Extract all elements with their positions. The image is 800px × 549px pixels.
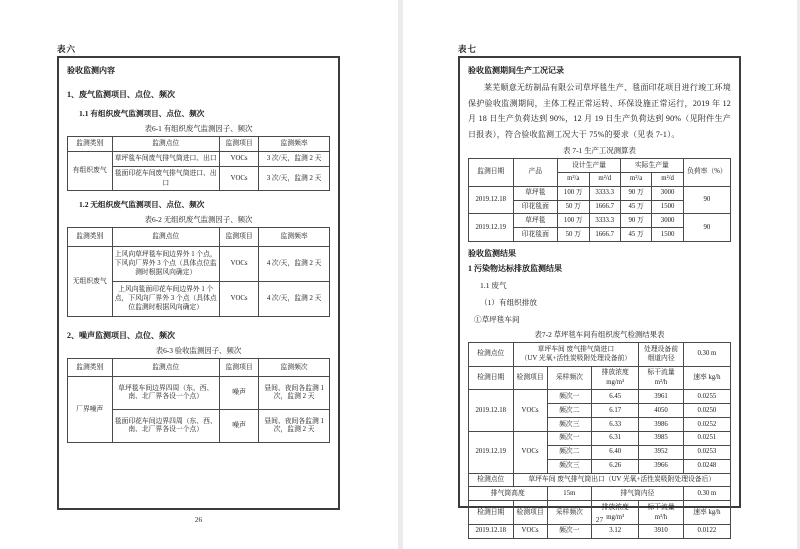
table-7-2-caption: 表7-2 草坪毯车间有组织废气检测结果表 xyxy=(534,330,665,340)
value-cell: 3333.3 xyxy=(589,186,620,200)
unit-cell: m²/d xyxy=(589,172,620,186)
date-cell: 2019.12.18 xyxy=(469,524,514,538)
value-cell: 45 万 xyxy=(620,200,651,214)
value-cell: 90 万 xyxy=(620,186,651,200)
freq-cell: 频次三 xyxy=(547,459,592,473)
header-cell: 监测项目 xyxy=(219,228,258,247)
header-cell: 产品 xyxy=(513,159,558,187)
page-27 xyxy=(403,0,797,549)
header-cell: 监测项目 xyxy=(219,137,258,152)
page-number: 27 xyxy=(595,515,604,524)
conc-cell: 6.26 xyxy=(592,459,639,473)
section-heading-gas: 1、废气监测项目、点位、频次 xyxy=(67,90,175,99)
header-cell: 采样频次 xyxy=(547,501,592,525)
conc-cell: 6.17 xyxy=(592,404,639,418)
results-heading: 验收监测结果 xyxy=(468,249,516,259)
freq-cell: 频次一 xyxy=(547,524,592,538)
rate-cell: 0.0251 xyxy=(683,431,730,445)
load-cell: 90 xyxy=(683,214,730,242)
item-cell: VOCs xyxy=(513,390,547,432)
table-6-2-caption: 表6-2 无组织废气监测因子、频次 xyxy=(144,215,253,225)
table-row xyxy=(68,137,330,152)
header-cell: 检测项目 xyxy=(513,366,547,390)
header-cell: 监测点位 xyxy=(112,359,219,377)
header-cell: 监测类别 xyxy=(68,228,113,247)
conc-cell: 6.33 xyxy=(592,418,639,432)
section-heading-organized-gas: 1.1 有组织废气监测项目、点位、频次 xyxy=(79,109,205,118)
header-cell: 监测类别 xyxy=(68,137,113,152)
header-cell: 监测项目 xyxy=(219,359,258,377)
section-heading-noise: 2、噪声监测项目、点位、频次 xyxy=(67,331,175,341)
freq-cell: 频次一 xyxy=(547,431,592,445)
conc-cell: 6.40 xyxy=(592,445,639,459)
value-cell: 45 万 xyxy=(620,228,651,242)
table-7-2 xyxy=(468,342,731,539)
rate-cell: 0.0253 xyxy=(683,445,730,459)
header-cell: 速率 kg/h xyxy=(683,366,730,390)
table-row xyxy=(68,377,330,410)
freq-cell: 昼间、夜间各监测 1 次，监测 2 天 xyxy=(259,377,330,410)
freq-cell: 4 次/天，监测 2 天 xyxy=(259,247,330,282)
content-box-left xyxy=(57,56,340,510)
table-row xyxy=(68,359,330,377)
header-cell: 监测频率 xyxy=(259,228,330,247)
table-row xyxy=(469,473,731,487)
value-cell: 3333.3 xyxy=(589,214,620,228)
flow-cell: 3910 xyxy=(639,524,684,538)
flow-cell: 3986 xyxy=(639,418,684,432)
duct-label-cell xyxy=(639,343,684,367)
table-row xyxy=(68,151,330,166)
table-6-3 xyxy=(67,358,330,443)
point-label-cell: 检测点位 xyxy=(469,343,514,367)
stack-diameter-label-cell: 排气筒内径 xyxy=(592,487,684,501)
unit-cell: m²/d xyxy=(652,172,683,186)
unit-cell: m²/a xyxy=(620,172,651,186)
item-cell: 噪声 xyxy=(219,410,258,443)
value-cell: 1666.7 xyxy=(589,228,620,242)
inlet-line-1: 草坪车间 废气排气筒进口 xyxy=(537,345,615,353)
flow-cell: 4050 xyxy=(639,404,684,418)
header-cell: 设计生产量 xyxy=(558,159,621,173)
section-1-1-gas: 1.1 废气 xyxy=(480,281,507,291)
header-cell: 监测频次 xyxy=(259,359,330,377)
item-cell: VOCs xyxy=(219,151,258,166)
table-6-3-caption: 表6-3 验收监测因子、频次 xyxy=(155,346,242,356)
table-row xyxy=(469,390,731,404)
table-row xyxy=(68,228,330,247)
rate-cell: 0.0122 xyxy=(683,524,730,538)
date-cell: 2019.12.19 xyxy=(469,431,514,473)
load-cell: 90 xyxy=(683,186,730,214)
value-cell: 1500 xyxy=(652,228,683,242)
point-cell: 上风向草坪毯车间边界外 1 个点，下风向厂界外 3 个点（具体点位监测时根据风向确定） xyxy=(112,247,219,282)
item-cell: VOCs xyxy=(219,247,258,282)
point-cell: 草坪毯车间废气排气筒进口、出口 xyxy=(112,151,219,166)
freq-cell: 3 次/天，监测 2 天 xyxy=(259,166,330,191)
table-row xyxy=(469,431,731,445)
table-7-1 xyxy=(468,158,731,242)
header-cell: 标干流量 m³/h xyxy=(639,366,684,390)
header-cell: 监测日期 xyxy=(469,159,514,187)
page-title: 验收监测期间生产工况记录 xyxy=(468,66,564,75)
table-6-1-caption: 表6-1 有组织废气监测因子、频次 xyxy=(144,124,253,133)
duct-label-line-2: 烟道内径 xyxy=(647,355,675,363)
rate-cell: 0.0248 xyxy=(683,459,730,473)
date-cell: 2019.12.18 xyxy=(469,186,514,214)
product-cell: 印花毯面 xyxy=(513,228,558,242)
header-cell: 监测点位 xyxy=(112,137,219,152)
freq-cell: 4 次/天，监测 2 天 xyxy=(259,282,330,317)
conc-cell: 6.31 xyxy=(592,431,639,445)
category-cell: 有组织废气 xyxy=(68,151,113,191)
item-cell: VOCs xyxy=(513,431,547,473)
conc-cell: 6.45 xyxy=(592,390,639,404)
value-cell: 100 万 xyxy=(558,186,589,200)
header-cell: 监测频率 xyxy=(259,137,330,152)
point-cell: 毯面印花车间废气排气筒进口、出口 xyxy=(112,166,219,191)
flow-cell: 3961 xyxy=(639,390,684,404)
rate-cell: 0.0250 xyxy=(683,404,730,418)
section-heading-fugitive-gas: 1.2 无组织废气监测项目、点位、频次 xyxy=(79,200,205,210)
duct-label-line-1: 处理设备前 xyxy=(644,345,679,353)
outlet-description-cell: 草坪车间 废气排气筒出口（UV 光氧+活性炭吸附处理设备后） xyxy=(513,473,730,487)
item-cell: VOCs xyxy=(219,166,258,191)
category-cell: 厂界噪声 xyxy=(68,377,113,443)
stack-diameter-value-cell: 0.30 m xyxy=(683,487,730,501)
flow-cell: 3952 xyxy=(639,445,684,459)
rate-cell: 0.0252 xyxy=(683,418,730,432)
freq-cell: 频次三 xyxy=(547,418,592,432)
table-row xyxy=(68,247,330,282)
product-cell: 草坪毯 xyxy=(513,186,558,200)
table-seven-tag: 表七 xyxy=(458,44,478,54)
freq-cell: 频次一 xyxy=(547,390,592,404)
freq-cell: 3 次/天，监测 2 天 xyxy=(259,151,330,166)
table-6-2 xyxy=(67,227,330,317)
table-row xyxy=(469,186,731,200)
product-cell: 印花毯面 xyxy=(513,200,558,214)
point-cell: 草坪毯车间边界四周（东、西、南、北厂界各设一个点） xyxy=(112,377,219,410)
rate-cell: 0.0255 xyxy=(683,390,730,404)
value-cell: 1500 xyxy=(652,200,683,214)
conc-cell: 3.12 xyxy=(592,524,639,538)
flow-cell: 3985 xyxy=(639,431,684,445)
results-subheading: 1 污染物达标排放监测结果 xyxy=(468,264,562,274)
product-cell: 草坪毯 xyxy=(513,214,558,228)
item-cell: VOCs xyxy=(219,282,258,317)
header-cell: 负荷率（%） xyxy=(683,159,730,187)
header-cell: 检测日期 xyxy=(469,501,514,525)
section-organized-emission: （1）有组织排放 xyxy=(480,298,537,308)
header-cell: 排放浓度 mg/m³ xyxy=(592,366,639,390)
header-cell: 采样频次 xyxy=(547,366,592,390)
header-cell: 监测类别 xyxy=(68,359,113,377)
header-cell: 排放浓度 mg/m³ xyxy=(592,501,639,525)
point-label-cell: 检测点位 xyxy=(469,473,514,487)
inlet-description-cell xyxy=(513,343,639,367)
value-cell: 3000 xyxy=(652,186,683,200)
stack-height-value-cell: 15m xyxy=(547,487,592,501)
item-cell: 噪声 xyxy=(219,377,258,410)
freq-cell: 频次二 xyxy=(547,404,592,418)
page-number: 26 xyxy=(194,515,203,524)
table-row xyxy=(469,159,731,173)
page-26 xyxy=(0,0,398,549)
header-cell: 速率 kg/h xyxy=(683,501,730,525)
value-cell: 90 万 xyxy=(620,214,651,228)
table-6-1 xyxy=(67,136,330,191)
inlet-line-2: （UV 光氧+活性炭吸附处理设备前） xyxy=(520,355,632,363)
header-cell: 检测项目 xyxy=(513,501,547,525)
item-cell: VOCs xyxy=(513,524,547,538)
flow-cell: 3966 xyxy=(639,459,684,473)
date-cell: 2019.12.19 xyxy=(469,214,514,242)
production-status-paragraph: 莱芜顺意无纺制品有限公司草坪毯生产、毯面印花项目进行竣工环境保护验收监测期间，主体工程正常运转、环保设施正常运行，2019 年 12 月 18 日生产负荷达到 90%，12 月 19 日生产负荷达到 90%（见附件生产日报表），符合验收监测工况大于 75%的要求（见表 7-1）。 xyxy=(468,83,731,139)
header-cell: 实际生产量 xyxy=(620,159,683,173)
unit-cell: m²/a xyxy=(558,172,589,186)
header-cell: 监测点位 xyxy=(112,228,219,247)
header-cell: 标干流量 m³/h xyxy=(639,501,684,525)
value-cell: 3000 xyxy=(652,214,683,228)
page-title: 验收监测内容 xyxy=(67,66,115,75)
category-cell: 无组织废气 xyxy=(68,247,113,317)
table-six-tag: 表六 xyxy=(57,44,77,54)
value-cell: 50 万 xyxy=(558,228,589,242)
point-cell: 毯面印花车间边界四周（东、西、南、北厂界各设一个点） xyxy=(112,410,219,443)
stack-height-label-cell: 排气筒高度 xyxy=(469,487,548,501)
value-cell: 50 万 xyxy=(558,200,589,214)
table-row xyxy=(469,487,731,501)
table-row xyxy=(469,524,731,538)
point-cell: 上风向毯面印花车间边界外 1 个点，下风向厂界外 3 个点（具体点位监测时根据风向确定） xyxy=(112,282,219,317)
freq-cell: 频次二 xyxy=(547,445,592,459)
table-7-1-caption: 表 7-1 生产工况测算表 xyxy=(563,146,636,155)
table-row xyxy=(469,214,731,228)
header-cell: 检测日期 xyxy=(469,366,514,390)
value-cell: 100 万 xyxy=(558,214,589,228)
date-cell: 2019.12.18 xyxy=(469,390,514,432)
section-turf-workshop: ①草坪毯车间 xyxy=(474,315,520,325)
value-cell: 1666.7 xyxy=(589,200,620,214)
freq-cell: 昼间、夜间各监测 1 次，监测 2 天 xyxy=(259,410,330,443)
duct-value-cell: 0.30 m xyxy=(683,343,730,367)
table-row xyxy=(469,343,731,367)
table-row xyxy=(469,366,731,390)
